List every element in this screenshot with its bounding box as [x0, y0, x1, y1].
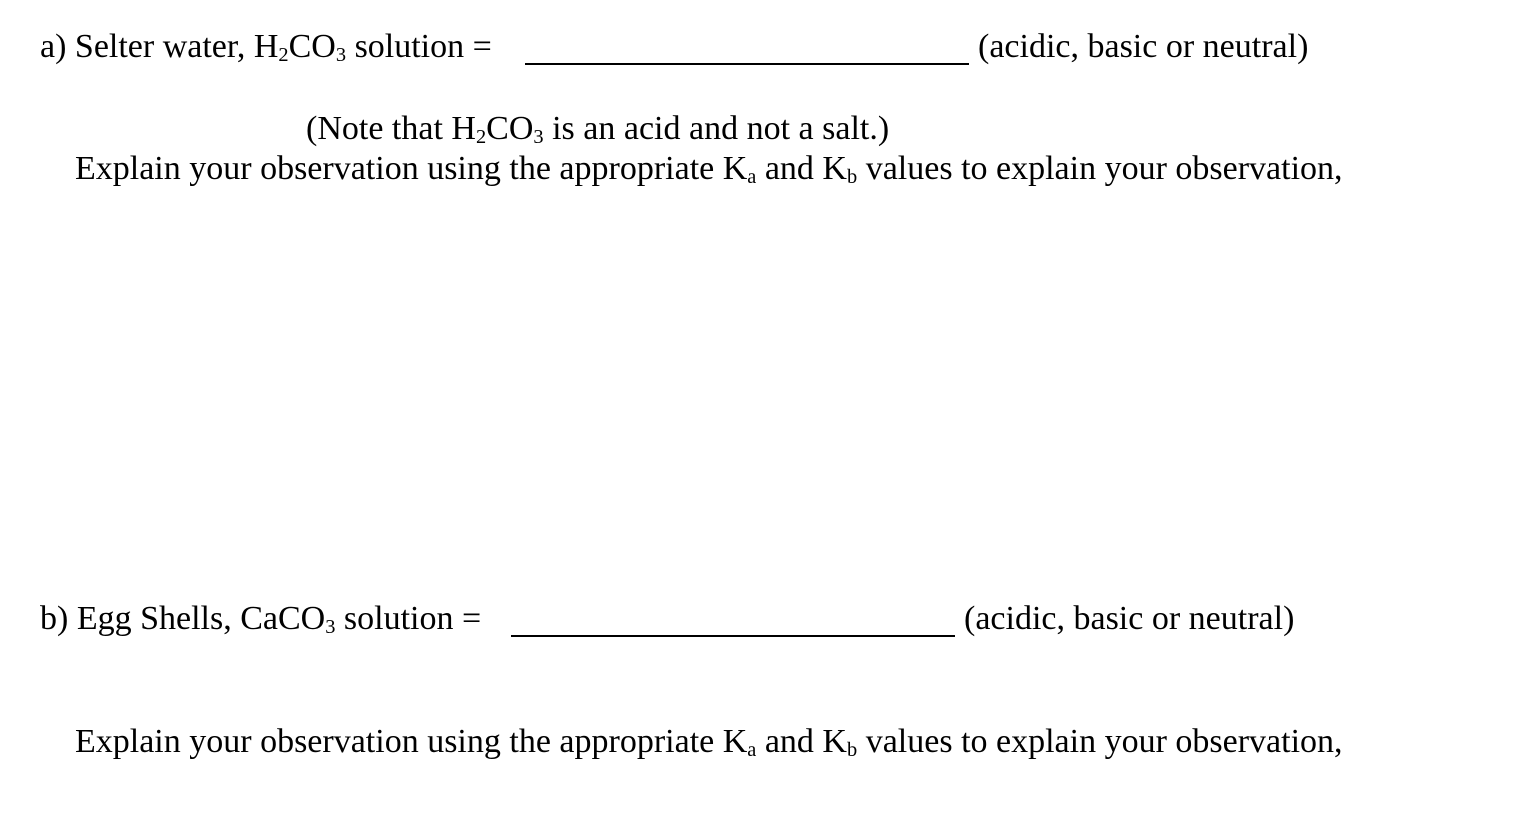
explain-a-and-k: and K	[756, 150, 847, 187]
question-a-suffix: solution =	[346, 28, 492, 65]
explain-a-suffix: values to explain your observation,	[857, 150, 1343, 187]
question-a-co: CO	[288, 28, 336, 65]
question-b-prompt	[40, 602, 481, 637]
explain-a-ka-subscript: a	[747, 166, 757, 189]
explain-b-ka-subscript: a	[747, 739, 757, 762]
question-b-options: (acidic, basic or neutral)	[964, 600, 1295, 637]
question-a-subscript-2: 2	[278, 44, 289, 67]
question-a-label: a) Selter water, H	[40, 28, 279, 65]
question-a-note	[306, 112, 889, 147]
question-a-options: (acidic, basic or neutral)	[978, 28, 1309, 65]
note-prefix: (Note that H	[306, 110, 476, 147]
question-b-answer-blank[interactable]	[511, 634, 955, 637]
question-b-subscript-3: 3	[325, 616, 336, 639]
question-a-answer-blank[interactable]	[525, 62, 969, 65]
question-b-explain-instruction	[75, 725, 1343, 760]
question-a-answer-space[interactable]	[75, 200, 1405, 580]
question-a-prompt	[40, 30, 492, 65]
explain-b-kb-subscript: b	[847, 739, 858, 762]
question-a-explain-instruction	[75, 152, 1343, 187]
note-subscript-3: 3	[533, 126, 544, 149]
note-suffix: is an acid and not a salt.)	[543, 110, 890, 147]
explain-b-and-k: and K	[756, 723, 847, 760]
explain-a-kb-subscript: b	[847, 166, 858, 189]
question-b-label: b) Egg Shells, CaCO	[40, 600, 326, 637]
explain-b-prefix: Explain your observation using the appropriate K	[75, 723, 748, 760]
note-subscript-2: 2	[475, 126, 487, 149]
explain-b-suffix: values to explain your observation,	[857, 723, 1343, 760]
question-a-subscript-3: 3	[335, 44, 347, 67]
explain-a-prefix: Explain your observation using the appropriate K	[75, 150, 748, 187]
question-b-suffix: solution =	[335, 600, 482, 637]
note-co: CO	[486, 110, 534, 147]
